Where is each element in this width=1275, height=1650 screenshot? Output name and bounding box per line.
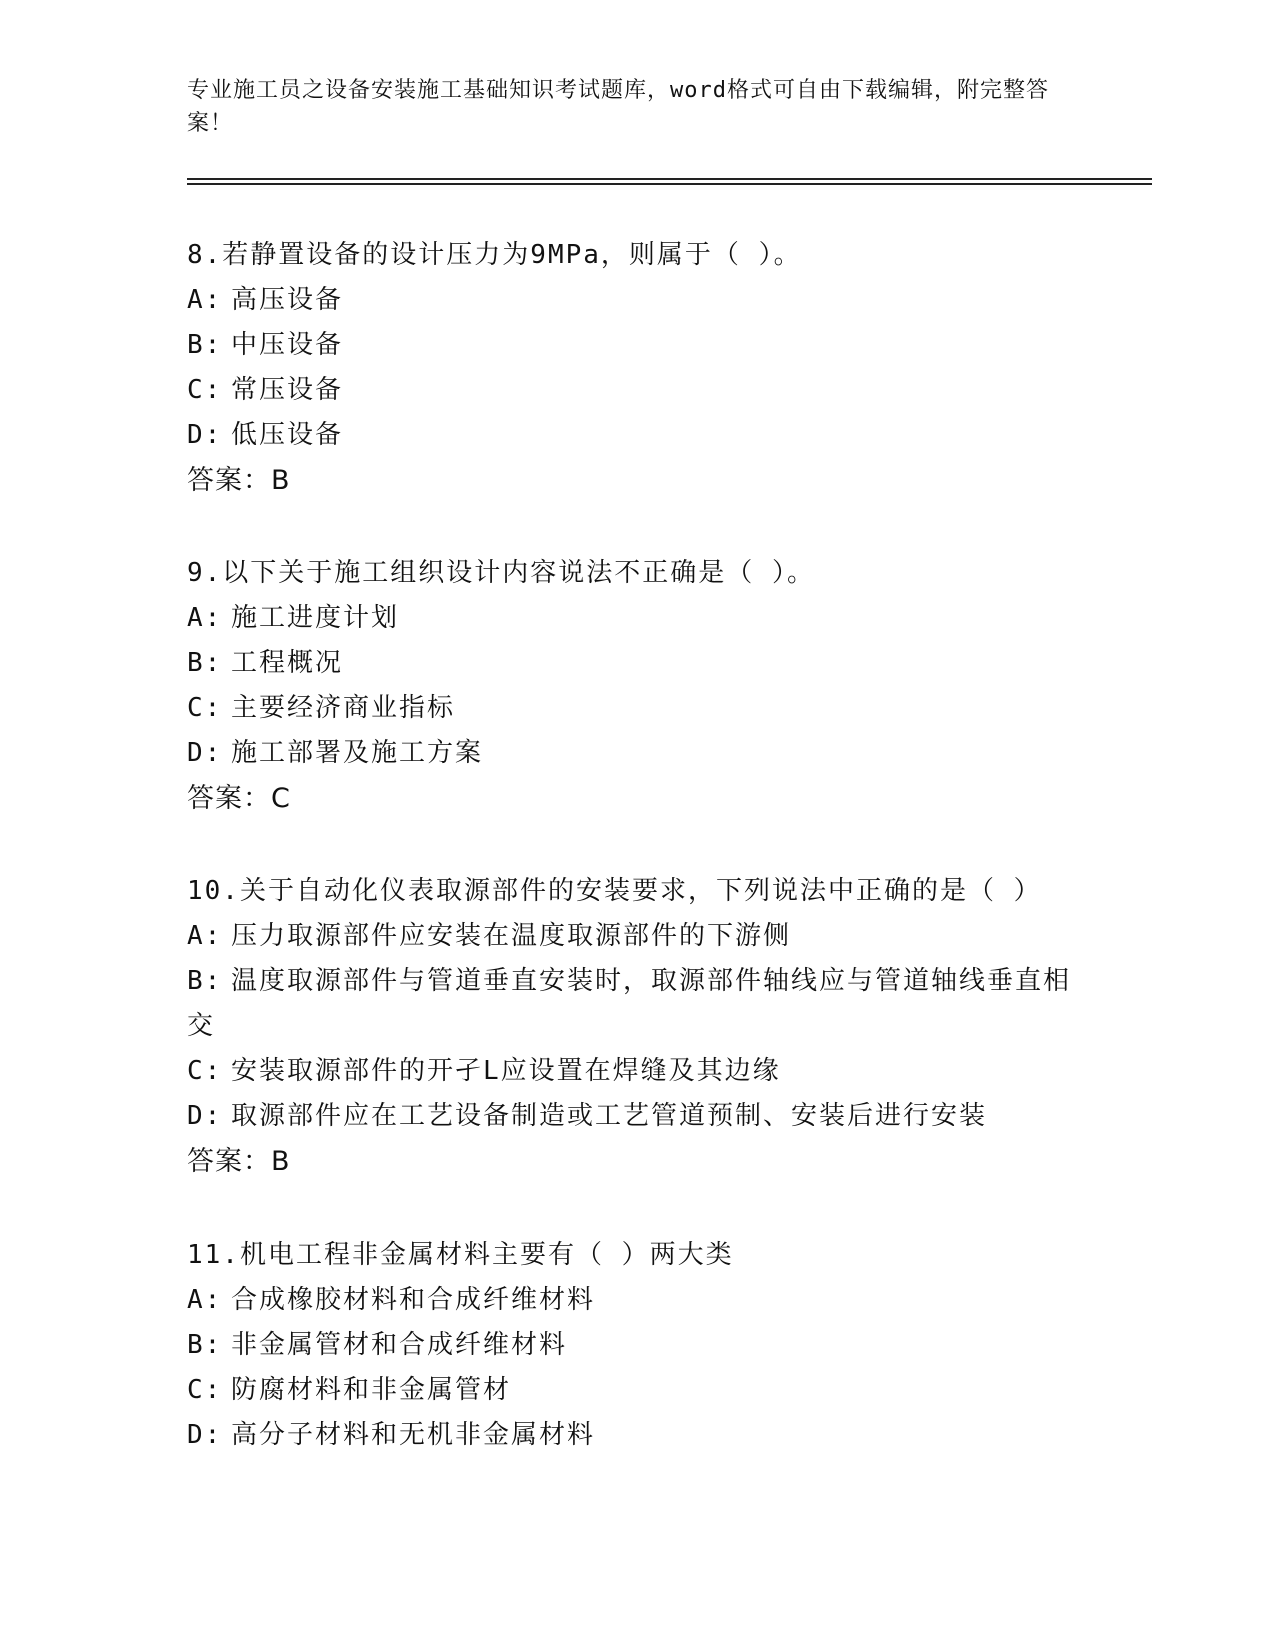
question-10: [187, 869, 1087, 1184]
option-b: [187, 641, 1087, 686]
option-letter: D:: [187, 738, 223, 768]
option-letter: A:: [187, 285, 223, 315]
option-letter: B:: [187, 648, 223, 678]
answer-line: 答案：B: [187, 465, 291, 496]
option-text: 防腐材料和非金属管材: [231, 1375, 512, 1405]
option-letter: B:: [187, 1330, 223, 1360]
question-stem: 11.机电工程非金属材料主要有（ ）两大类: [187, 1240, 734, 1270]
option-letter: B:: [187, 330, 223, 360]
option-text: 安装取源部件的开孑L应设置在焊缝及其边缘: [231, 1056, 781, 1086]
option-b: [187, 323, 1087, 368]
document-header: 专业施工员之设备安装施工基础知识考试题库，word格式可自由下载编辑，附完整答案！: [187, 78, 1049, 136]
option-text: 温度取源部件与管道垂直安装时，取源部件轴线应与管道轴线垂直相交: [187, 966, 1072, 1041]
option-c: [187, 1049, 1087, 1094]
header-rule-bottom: [187, 183, 1152, 185]
question-stem: 9.以下关于施工组织设计内容说法不正确是（ ）。: [187, 558, 815, 588]
option-a: [187, 914, 1087, 959]
option-text: 低压设备: [231, 420, 344, 450]
header-rule-top: [187, 178, 1152, 180]
question-stem: 10.关于自动化仪表取源部件的安装要求，下列说法中正确的是（ ）: [187, 876, 1042, 906]
option-letter: D:: [187, 1420, 223, 1450]
option-letter: C:: [187, 693, 223, 723]
option-text: 高压设备: [231, 285, 344, 315]
option-letter: A:: [187, 921, 223, 951]
option-c: [187, 1368, 1087, 1413]
option-a: [187, 278, 1087, 323]
answer-line: 答案：C: [187, 783, 291, 814]
option-letter: D:: [187, 1101, 223, 1131]
option-text: 常压设备: [231, 375, 344, 405]
option-letter: B:: [187, 966, 223, 996]
option-b: [187, 959, 1087, 1049]
option-letter: C:: [187, 1375, 223, 1405]
question-11: [187, 1233, 1087, 1458]
option-c: [187, 686, 1087, 731]
option-text: 施工进度计划: [231, 603, 400, 633]
option-text: 施工部署及施工方案: [231, 738, 484, 768]
option-d: [187, 731, 1087, 776]
option-d: [187, 413, 1087, 458]
option-letter: C:: [187, 375, 223, 405]
option-letter: C:: [187, 1056, 223, 1086]
option-letter: A:: [187, 1285, 223, 1315]
question-stem: 8.若静置设备的设计压力为9MPa，则属于（ ）。: [187, 240, 802, 270]
answer-line: 答案：B: [187, 1146, 291, 1177]
option-letter: A:: [187, 603, 223, 633]
option-d: [187, 1094, 1087, 1139]
question-9: [187, 551, 1087, 821]
option-text: 取源部件应在工艺设备制造或工艺管道预制、安装后进行安装: [231, 1101, 988, 1131]
option-text: 工程概况: [231, 648, 344, 678]
question-8: [187, 233, 1087, 503]
option-text: 高分子材料和无机非金属材料: [231, 1420, 596, 1450]
option-text: 主要经济商业指标: [231, 693, 456, 723]
option-text: 中压设备: [231, 330, 344, 360]
option-c: [187, 368, 1087, 413]
option-a: [187, 596, 1087, 641]
option-b: [187, 1323, 1087, 1368]
option-letter: D:: [187, 420, 223, 450]
option-text: 非金属管材和合成纤维材料: [231, 1330, 568, 1360]
option-text: 合成橡胶材料和合成纤维材料: [231, 1285, 596, 1315]
option-text: 压力取源部件应安装在温度取源部件的下游侧: [231, 921, 792, 951]
option-a: [187, 1278, 1087, 1323]
option-d: [187, 1413, 1087, 1458]
